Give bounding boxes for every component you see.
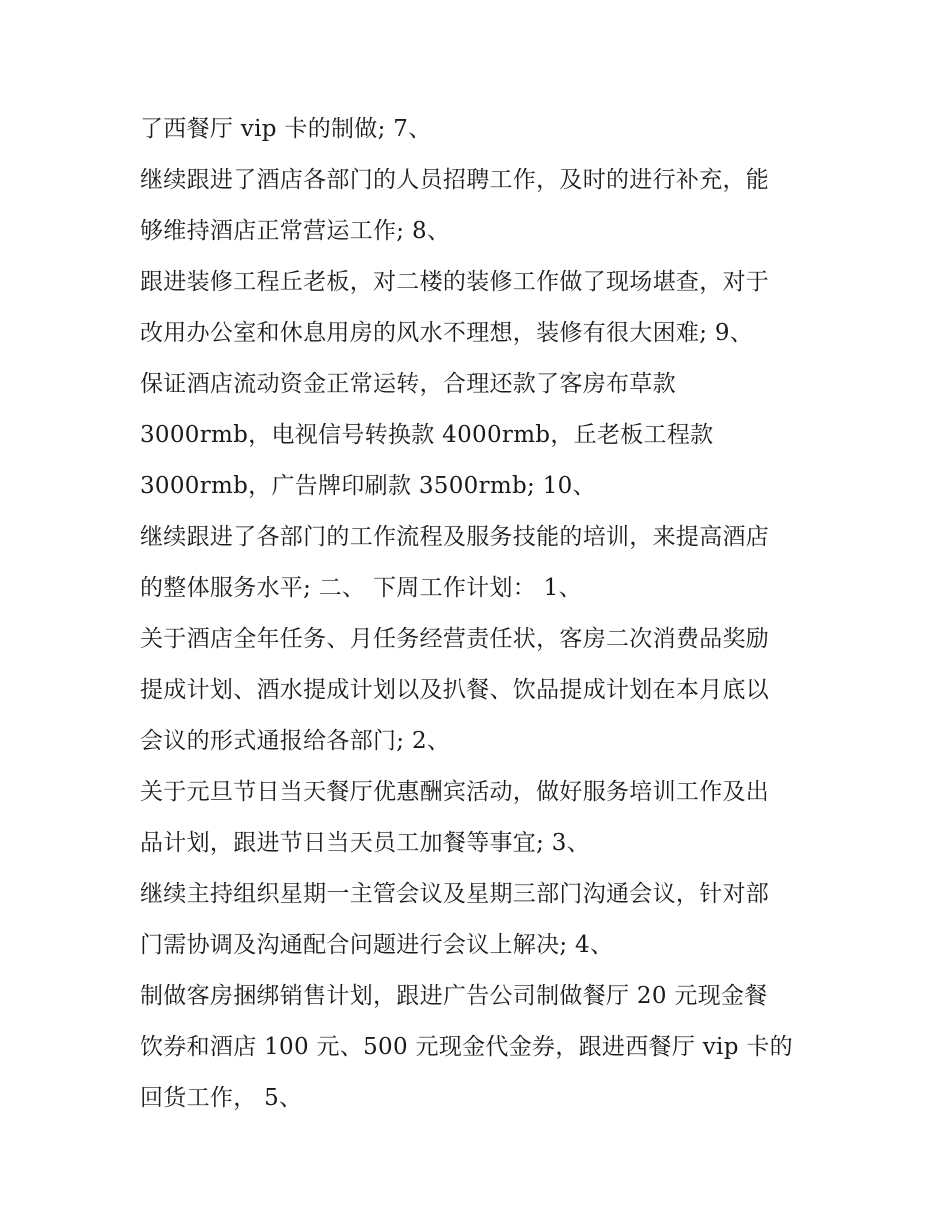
text-line: 保证酒店流动资金正常运转，合理还款了客房布草款 xyxy=(140,371,676,397)
text-line: 够维持酒店正常营运工作; 8、 xyxy=(140,218,451,244)
text-line: 3000rmb，广告牌印刷款 3500rmb; 10、 xyxy=(140,473,596,499)
text-line: 继续跟进了各部门的工作流程及服务技能的培训，来提高酒店 xyxy=(140,524,770,550)
text-line: 关于酒店全年任务、月任务经营责任状，客房二次消费品奖励 xyxy=(140,626,770,652)
text-line: 制做客房捆绑销售计划，跟进广告公司制做餐厅 20 元现金餐 xyxy=(140,983,768,1009)
text-line: 会议的形式通报给各部门; 2、 xyxy=(140,728,451,754)
text-line: 提成计划、酒水提成计划以及扒餐、饮品提成计划在本月底以 xyxy=(140,677,770,703)
text-line: 的整体服务水平; 二、 下周工作计划： 1、 xyxy=(140,575,582,601)
text-line: 关于元旦节日当天餐厅优惠酬宾活动，做好服务培训工作及出 xyxy=(140,779,770,805)
text-line: 改用办公室和休息用房的风水不理想，装修有很大困难; 9、 xyxy=(140,320,754,346)
text-line: 饮券和酒店 100 元、500 元现金代金券，跟进西餐厅 vip 卡的 xyxy=(140,1034,793,1060)
body-text xyxy=(140,104,830,1124)
text-line: 回货工作， 5、 xyxy=(140,1085,303,1111)
text-line: 了西餐厅 vip 卡的制做; 7、 xyxy=(140,116,432,142)
text-line: 门需协调及沟通配合问题进行会议上解决; 4、 xyxy=(140,932,614,958)
text-line: 继续主持组织星期一主管会议及星期三部门沟通会议，针对部 xyxy=(140,881,770,907)
text-line: 继续跟进了酒店各部门的人员招聘工作，及时的进行补充，能 xyxy=(140,167,770,193)
text-line: 品计划，跟进节日当天员工加餐等事宜; 3、 xyxy=(140,830,590,856)
text-line: 跟进装修工程丘老板，对二楼的装修工作做了现场堪查，对于 xyxy=(140,269,770,295)
text-line: 3000rmb，电视信号转换款 4000rmb，丘老板工程款 xyxy=(140,422,714,448)
